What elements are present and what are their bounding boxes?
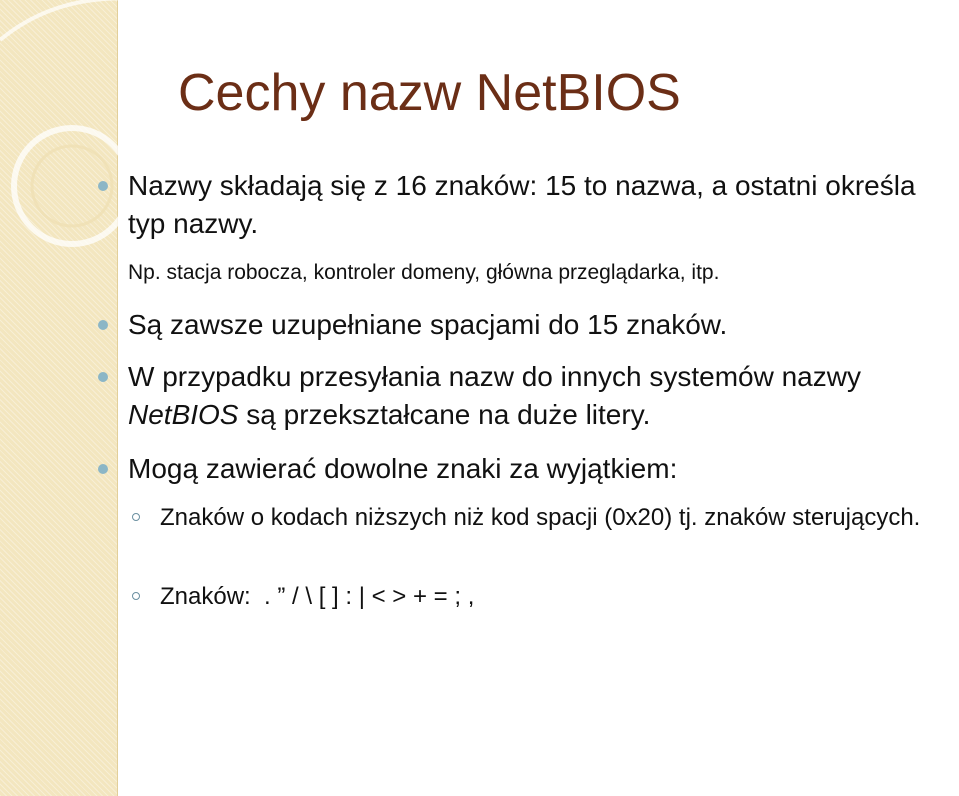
bullet-dot-icon: [98, 320, 108, 330]
sub-bullet-ring-icon: [132, 513, 140, 521]
bullet-text: Nazwy składają się z 16 znaków: 15 to nazwa, a ostatni określa typ nazwy.: [128, 170, 916, 239]
sub-bullet-text: Znaków: . ” / \ [ ] : | < > + = ; ,: [160, 583, 475, 610]
bullet-dot-icon: [98, 464, 108, 474]
bullet-text: Są zawsze uzupełniane spacjami do 15 znaków.: [128, 309, 728, 340]
bullet-dot-icon: [98, 372, 108, 382]
sub-bullet-ring-icon: [132, 592, 140, 600]
bullet-text-part: są przekształcane na duże litery.: [238, 399, 651, 430]
bullet-text: Mogą zawierać dowolne znaki za wyjątkiem:: [128, 453, 678, 484]
bullet-dot-icon: [98, 181, 108, 191]
sub-bullet-text: Znaków o kodach niższych niż kod spacji (0x20) tj. znaków sterujących.: [160, 504, 921, 531]
netbios-italic-text: NetBIOS: [128, 399, 239, 430]
slide-title: Cechy nazw NetBIOS: [178, 64, 681, 122]
bullet-text-part: W przypadku przesyłania nazw do innych systemów nazwy: [128, 361, 861, 392]
bullet-text: [128, 358, 958, 434]
bullet-example-text: Np. stacja robocza, kontroler domeny, główna przeglądarka, itp.: [128, 261, 720, 284]
